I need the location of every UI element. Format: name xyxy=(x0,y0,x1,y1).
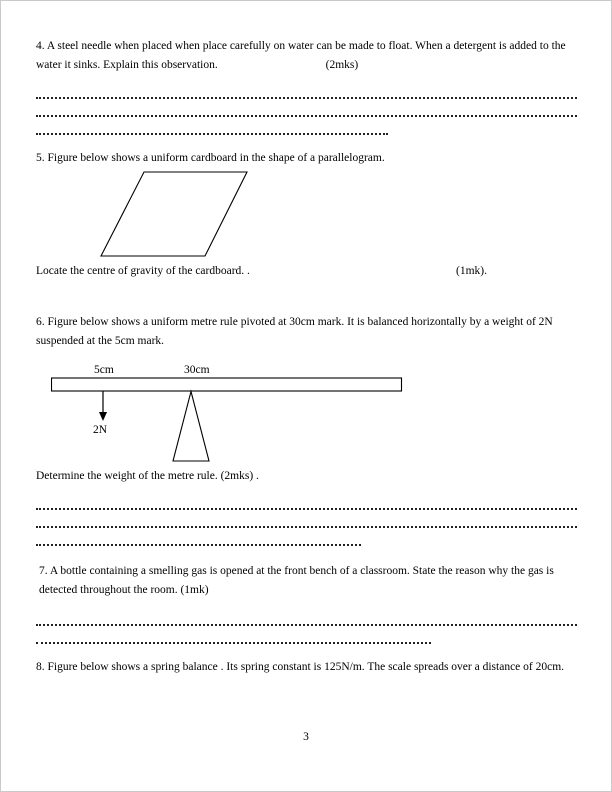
label-2n: 2N xyxy=(93,424,108,436)
question-4-body: 4. A steel needle when placed when place carefully on water can be made to float. When a detergent is added to the water it sinks. Explain this observation. xyxy=(36,40,566,71)
question-5-prompt: Locate the centre of gravity of the cardboard. . xyxy=(36,265,250,277)
answer-line xyxy=(36,510,577,528)
question-6 xyxy=(36,313,577,546)
answer-line xyxy=(36,117,388,135)
page-number: 3 xyxy=(303,731,309,743)
question-8 xyxy=(36,658,577,677)
weight-arrow-head xyxy=(99,412,107,421)
metre-rule-bar xyxy=(52,378,402,391)
question-6-text: 6. Figure below shows a uniform metre rule pivoted at 30cm mark. It is balanced horizontally by a weight of 2N suspended at the 5cm mark. xyxy=(36,316,553,347)
label-5cm: 5cm xyxy=(94,364,114,376)
answer-line xyxy=(36,81,577,99)
answer-lines-q4 xyxy=(36,81,577,135)
parallelogram-shape xyxy=(101,172,247,256)
answer-line xyxy=(36,99,577,117)
question-4 xyxy=(36,37,577,135)
pivot-triangle xyxy=(173,392,209,462)
question-7 xyxy=(36,562,577,644)
answer-line xyxy=(36,528,361,546)
question-6-prompt: Determine the weight of the metre rule. (2mks) . xyxy=(36,470,259,482)
answer-lines-q7 xyxy=(36,608,577,644)
metre-rule-figure xyxy=(51,361,411,465)
answer-lines-q6 xyxy=(36,492,577,546)
question-5-text: 5. Figure below shows a uniform cardboard in the shape of a parallelogram. xyxy=(36,152,385,164)
parallelogram-figure xyxy=(99,170,259,260)
question-5-prompt-line xyxy=(36,262,577,281)
question-4-text xyxy=(36,37,577,75)
question-7-text: 7. A bottle containing a smelling gas is opened at the front bench of a classroom. State the reason why the gas is detected throughout the room. (1mk) xyxy=(39,565,554,596)
answer-line xyxy=(36,608,577,626)
answer-line xyxy=(36,626,431,644)
question-5 xyxy=(36,149,577,281)
question-8-text: 8. Figure below shows a spring balance . Its spring constant is 125N/m. The scale spreads over a distance of 20cm. xyxy=(36,661,565,673)
answer-line xyxy=(36,492,577,510)
question-5-marks: (1mk). xyxy=(456,265,487,277)
label-30cm: 30cm xyxy=(184,364,210,376)
question-4-marks: (2mks) xyxy=(325,59,359,71)
